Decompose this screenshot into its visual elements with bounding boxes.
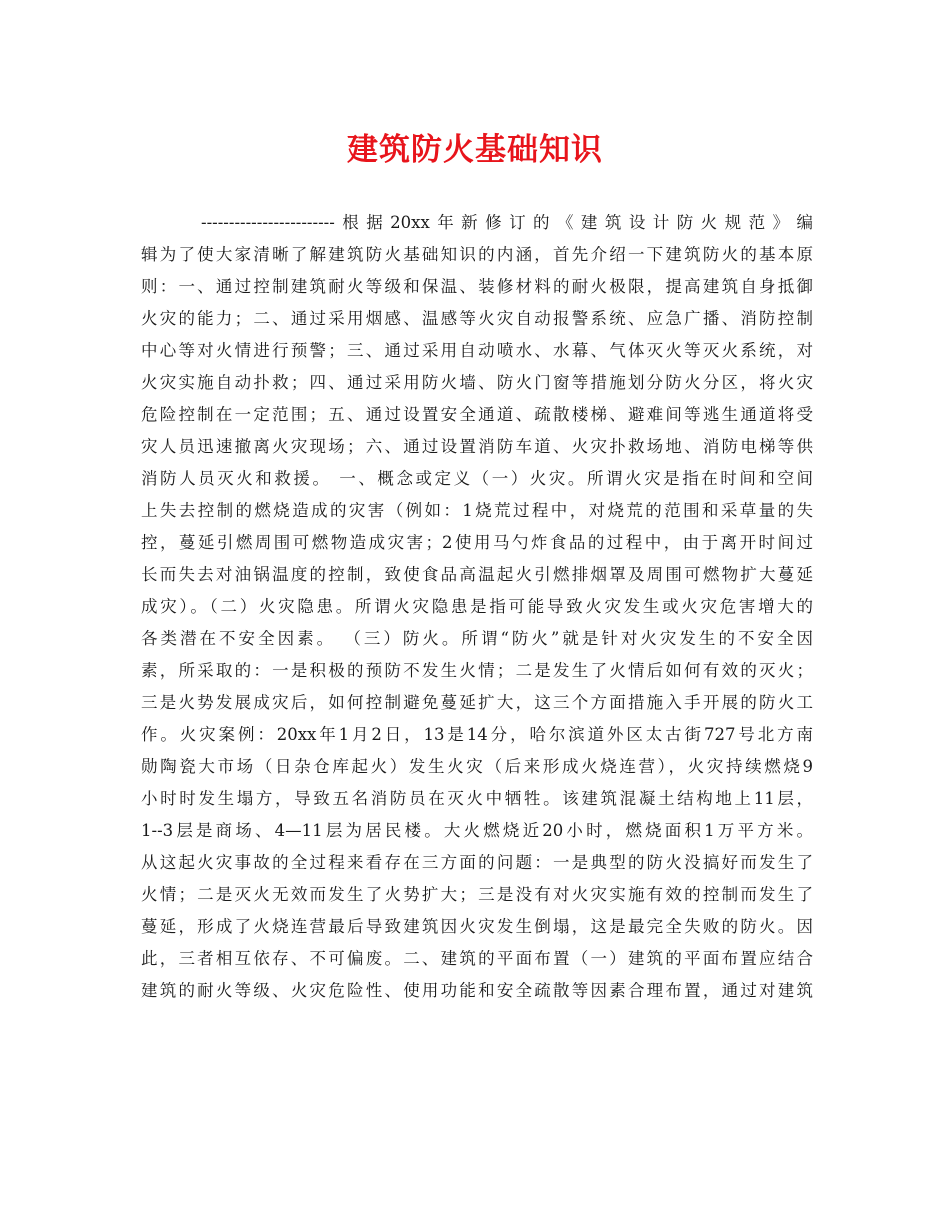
body-line: 灾人员迅速撤离火灾现场；六、通过设置消防车道、火灾扑救场地、消防电梯等供 bbox=[141, 437, 813, 456]
body-line: 三是火势发展成灾后，如何控制避免蔓延扩大，这三个方面措施入手开展的防火工 bbox=[141, 693, 813, 712]
document-body bbox=[141, 207, 813, 1007]
body-line: 1--3层是商场、4—11层为居民楼。大火燃烧近20小时，燃烧面积1万平方米。 bbox=[141, 821, 813, 840]
body-line: 小时时发生塌方，导致五名消防员在灭火中牺牲。该建筑混凝土结构地上11层， bbox=[141, 789, 813, 808]
body-line: 辑为了使大家清晰了解建筑防火基础知识的内涵，首先介绍一下建筑防火的基本原 bbox=[141, 245, 813, 264]
body-line: 火灾的能力；二、通过采用烟感、温感等火灾自动报警系统、应急广播、消防控制 bbox=[141, 309, 813, 328]
body-line: 素，所采取的：一是积极的预防不发生火情；二是发生了火情后如何有效的灭火； bbox=[141, 661, 813, 680]
body-line: ------------------------根据20xx年新修订的《建筑设计防火规范》编 bbox=[201, 213, 813, 232]
body-line: 控，蔓延引燃周围可燃物造成灾害；2使用马勺炸食品的过程中，由于离开时间过 bbox=[141, 533, 813, 552]
body-line: 此，三者相互依存、不可偏废。二、建筑的平面布置（一）建筑的平面布置应结合 bbox=[141, 949, 813, 968]
body-line: 则：一、通过控制建筑耐火等级和保温、装修材料的耐火极限，提高建筑自身抵御 bbox=[141, 277, 813, 296]
body-line: 成灾）。（二）火灾隐患。所谓火灾隐患是指可能导致火灾发生或火灾危害增大的 bbox=[141, 597, 813, 616]
body-line: 上失去控制的燃烧造成的灾害（例如：1烧荒过程中，对烧荒的范围和采草量的失 bbox=[141, 501, 813, 520]
body-line: 勋陶瓷大市场（日杂仓库起火）发生火灾（后来形成火烧连营），火灾持续燃烧9 bbox=[141, 757, 813, 776]
body-line: 火情；二是灭火无效而发生了火势扩大；三是没有对火灾实施有效的控制而发生了 bbox=[141, 885, 813, 904]
body-line: 长而失去对油锅温度的控制，致使食品高温起火引燃排烟罩及周围可燃物扩大蔓延 bbox=[141, 565, 813, 584]
body-line: 蔓延，形成了火烧连营最后导致建筑因火灾发生倒塌，这是最完全失败的防火。因 bbox=[141, 917, 813, 936]
body-line: 作。火灾案例：20xx年1月2日，13是14分，哈尔滨道外区太古街727号北方南 bbox=[141, 725, 813, 744]
body-line: 从这起火灾事故的全过程来看存在三方面的问题：一是典型的防火没搞好而发生了 bbox=[141, 853, 813, 872]
body-line: 中心等对火情进行预警；三、通过采用自动喷水、水幕、气体灭火等灭火系统，对 bbox=[141, 341, 813, 360]
body-line: 消防人员灭火和救援。 一、概念或定义（一）火灾。所谓火灾是指在时间和空间 bbox=[141, 469, 813, 488]
body-line: 建筑的耐火等级、火灾危险性、使用功能和安全疏散等因素合理布置，通过对建筑 bbox=[141, 981, 813, 1000]
body-line: 各类潜在不安全因素。 （三）防火。所谓“防火”就是针对火灾发生的不安全因 bbox=[141, 629, 813, 648]
body-line: 危险控制在一定范围；五、通过设置安全通道、疏散楼梯、避难间等逃生通道将受 bbox=[141, 405, 813, 424]
document-title: 建筑防火基础知识 bbox=[347, 132, 603, 168]
body-line: 火灾实施自动扑救；四、通过采用防火墙、防火门窗等措施划分防火分区，将火灾 bbox=[141, 373, 813, 392]
